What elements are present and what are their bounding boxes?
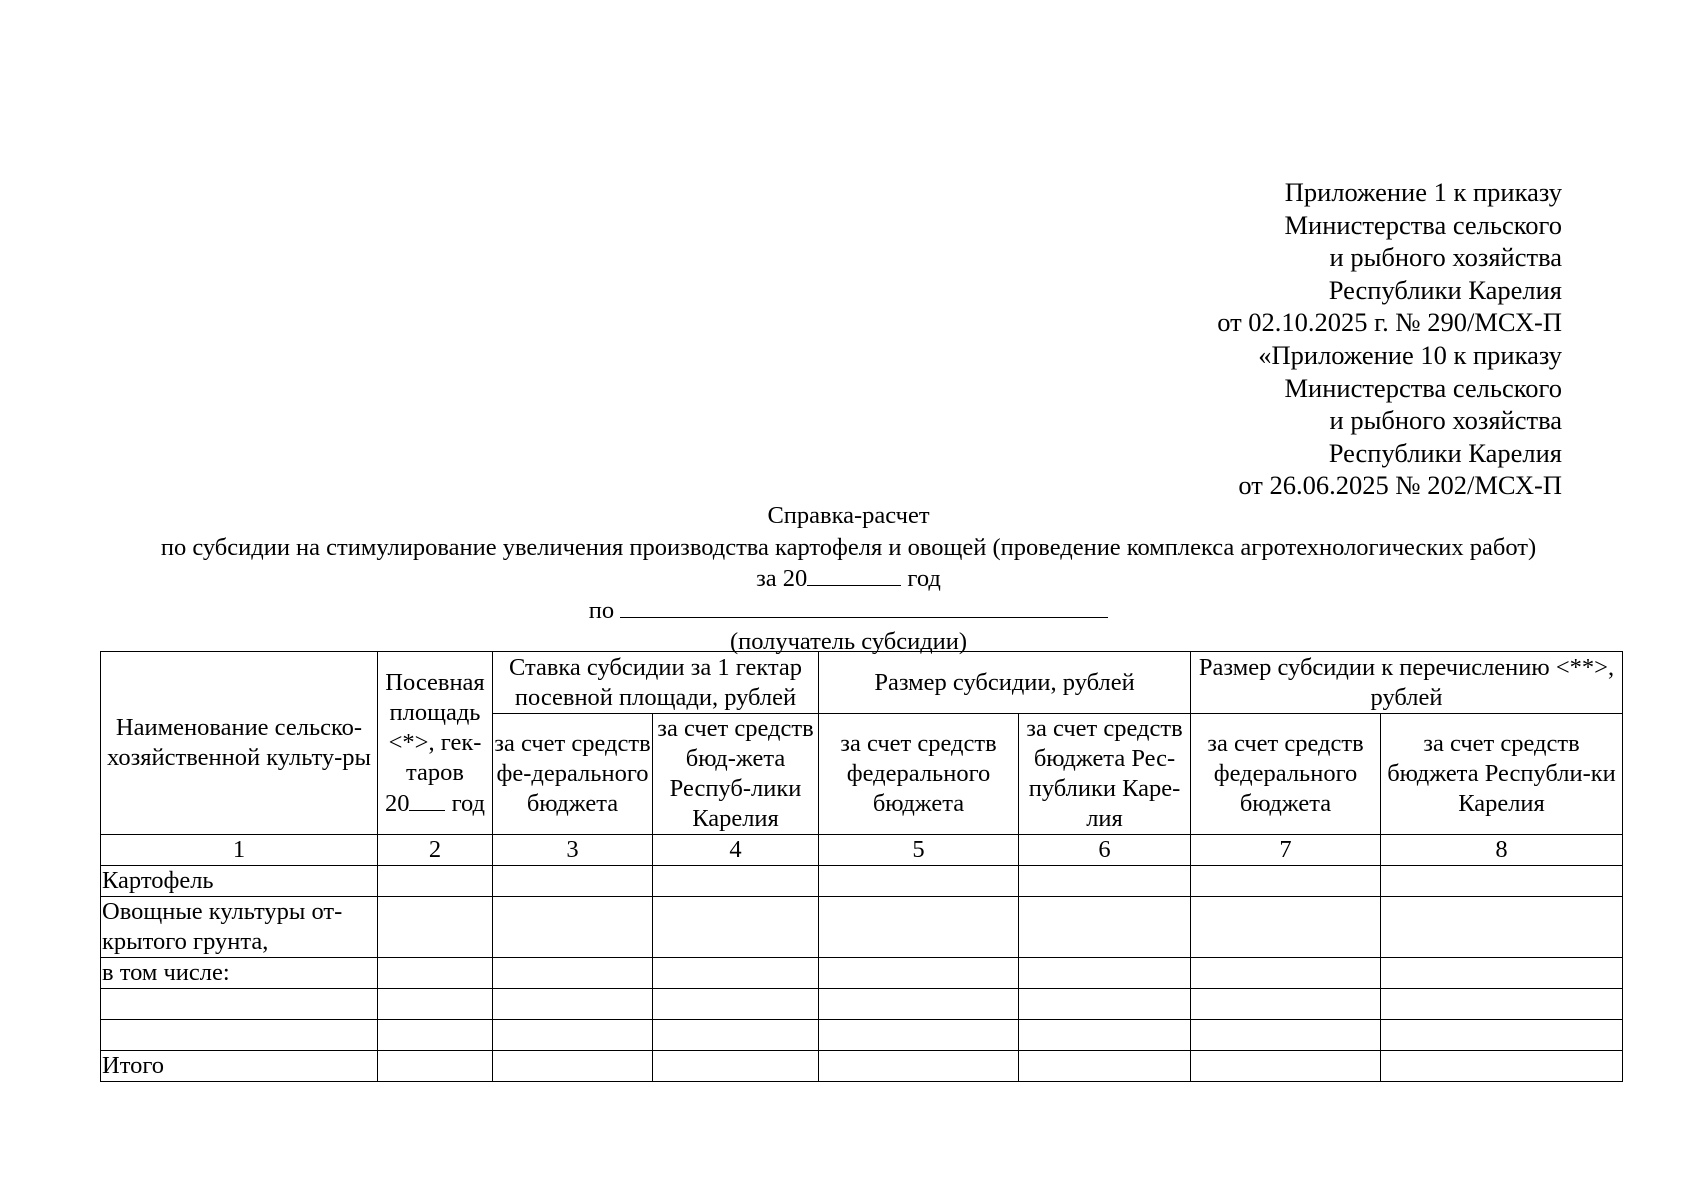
input-cell[interactable]	[1191, 897, 1381, 958]
input-cell[interactable]	[493, 866, 653, 897]
input-cell[interactable]	[378, 989, 493, 1020]
column-number: 6	[1019, 835, 1191, 866]
appendix-line: Республики Карелия	[1328, 274, 1562, 305]
row-label: Картофель	[101, 866, 378, 897]
input-cell[interactable]	[493, 958, 653, 989]
input-cell[interactable]	[1019, 989, 1191, 1020]
input-cell[interactable]	[1381, 866, 1623, 897]
year-blank-field[interactable]	[807, 563, 901, 586]
input-cell[interactable]	[653, 897, 819, 958]
header-rate-group: Ставка субсидии за 1 гектар посевной площади, рублей	[493, 652, 819, 714]
input-cell[interactable]	[378, 1020, 493, 1051]
header-transfer-group: Размер субсидии к перечислению <**>, рублей	[1191, 652, 1623, 714]
input-cell[interactable]	[1381, 989, 1623, 1020]
input-cell[interactable]	[819, 989, 1019, 1020]
input-cell[interactable]	[493, 1020, 653, 1051]
document-heading: Справка-расчет	[767, 502, 930, 529]
input-cell[interactable]	[378, 897, 493, 958]
document-subject: по субсидии на стимулирование увеличения производства картофеля и овощей (проведение комплекса агротехнологических работ)	[160, 533, 1537, 561]
input-cell[interactable]	[1381, 958, 1623, 989]
subsidy-calculation-table	[100, 651, 1623, 1082]
column-number: 7	[1191, 835, 1381, 866]
recipient-blank-field[interactable]	[620, 595, 1108, 618]
input-cell[interactable]	[1191, 958, 1381, 989]
input-cell[interactable]	[1191, 1051, 1381, 1082]
input-cell[interactable]	[653, 989, 819, 1020]
table-row-potato	[101, 866, 1623, 897]
table-row-total	[101, 1051, 1623, 1082]
header-crop-name: Наименование сельско-хозяйственной культу-ры	[101, 652, 378, 835]
appendix-line: от 02.10.2025 г. № 290/МСХ-П	[1217, 307, 1562, 338]
row-label[interactable]	[101, 1020, 378, 1051]
column-number: 8	[1381, 835, 1623, 866]
column-number: 4	[653, 835, 819, 866]
recipient-prefix: по	[588, 596, 615, 624]
header-rate-federal: за счет средств фе-дерального бюджета	[493, 714, 653, 835]
input-cell[interactable]	[1381, 897, 1623, 958]
header-transfer-regional: за счет средств бюджета Республи-ки Карелия	[1381, 714, 1623, 835]
appendix-line: от 26.06.2025 № 202/МСХ-П	[1238, 470, 1562, 501]
header-amount-group: Размер субсидии, рублей	[819, 652, 1191, 714]
input-cell[interactable]	[819, 1051, 1019, 1082]
input-cell[interactable]	[819, 866, 1019, 897]
document-title-block	[0, 500, 1697, 658]
appendix-line: Республики Карелия	[1328, 437, 1562, 468]
table-row-including	[101, 958, 1623, 989]
appendix-line: и рыбного хозяйства	[1329, 242, 1562, 273]
area-year-blank-field[interactable]	[409, 788, 445, 811]
input-cell[interactable]	[378, 958, 493, 989]
row-label[interactable]	[101, 989, 378, 1020]
table-row-blank	[101, 989, 1623, 1020]
header-sown-area-year-suffix: год	[451, 789, 486, 817]
period-suffix: год	[907, 565, 941, 592]
table-header-row	[101, 652, 1623, 714]
period-line	[0, 563, 1697, 595]
input-cell[interactable]	[819, 897, 1019, 958]
input-cell[interactable]	[1019, 958, 1191, 989]
input-cell[interactable]	[1191, 866, 1381, 897]
row-label: в том числе:	[101, 958, 378, 989]
appendix-line: и рыбного хозяйства	[1329, 405, 1562, 436]
input-cell[interactable]	[1019, 1020, 1191, 1051]
recipient-line	[0, 595, 1697, 627]
input-cell[interactable]	[653, 1051, 819, 1082]
table-row-blank	[101, 1020, 1623, 1051]
column-number-row	[101, 835, 1623, 866]
input-cell[interactable]	[819, 1020, 1019, 1051]
column-number: 1	[101, 835, 378, 866]
row-label: Овощные культуры от-крытого грунта,	[101, 897, 378, 958]
input-cell[interactable]	[493, 1051, 653, 1082]
input-cell[interactable]	[1191, 1020, 1381, 1051]
header-amount-federal: за счет средств федерального бюджета	[819, 714, 1019, 835]
input-cell[interactable]	[493, 989, 653, 1020]
appendix-reference	[862, 176, 1562, 502]
column-number: 3	[493, 835, 653, 866]
header-amount-regional: за счет средств бюджета Рес-публики Каре-лия	[1019, 714, 1191, 835]
column-number: 5	[819, 835, 1019, 866]
input-cell[interactable]	[653, 1020, 819, 1051]
input-cell[interactable]	[653, 866, 819, 897]
input-cell[interactable]	[1381, 1020, 1623, 1051]
header-sown-area-year-prefix: 20	[384, 789, 410, 817]
input-cell[interactable]	[378, 1051, 493, 1082]
input-cell[interactable]	[378, 866, 493, 897]
input-cell[interactable]	[819, 958, 1019, 989]
column-number: 2	[378, 835, 493, 866]
appendix-line: «Приложение 10 к приказу	[1258, 339, 1562, 370]
period-prefix: за 20	[756, 565, 808, 592]
input-cell[interactable]	[1019, 1051, 1191, 1082]
header-sown-area-text: Посевная площадь <*>, гек-таров	[385, 668, 485, 786]
header-sown-area	[378, 652, 493, 835]
input-cell[interactable]	[1381, 1051, 1623, 1082]
recipient-caption: (получатель субсидии)	[729, 628, 968, 655]
input-cell[interactable]	[1019, 897, 1191, 958]
input-cell[interactable]	[653, 958, 819, 989]
appendix-line: Министерства сельского	[1284, 372, 1562, 403]
input-cell[interactable]	[493, 897, 653, 958]
input-cell[interactable]	[1191, 989, 1381, 1020]
header-rate-regional: за счет средств бюд-жета Респуб-лики Карелия	[653, 714, 819, 835]
row-label: Итого	[101, 1051, 378, 1082]
table-row-vegetables	[101, 897, 1623, 958]
appendix-line: Министерства сельского	[1284, 209, 1562, 240]
appendix-line: Приложение 1 к приказу	[1284, 177, 1562, 207]
header-transfer-federal: за счет средств федерального бюджета	[1191, 714, 1381, 835]
input-cell[interactable]	[1019, 866, 1191, 897]
